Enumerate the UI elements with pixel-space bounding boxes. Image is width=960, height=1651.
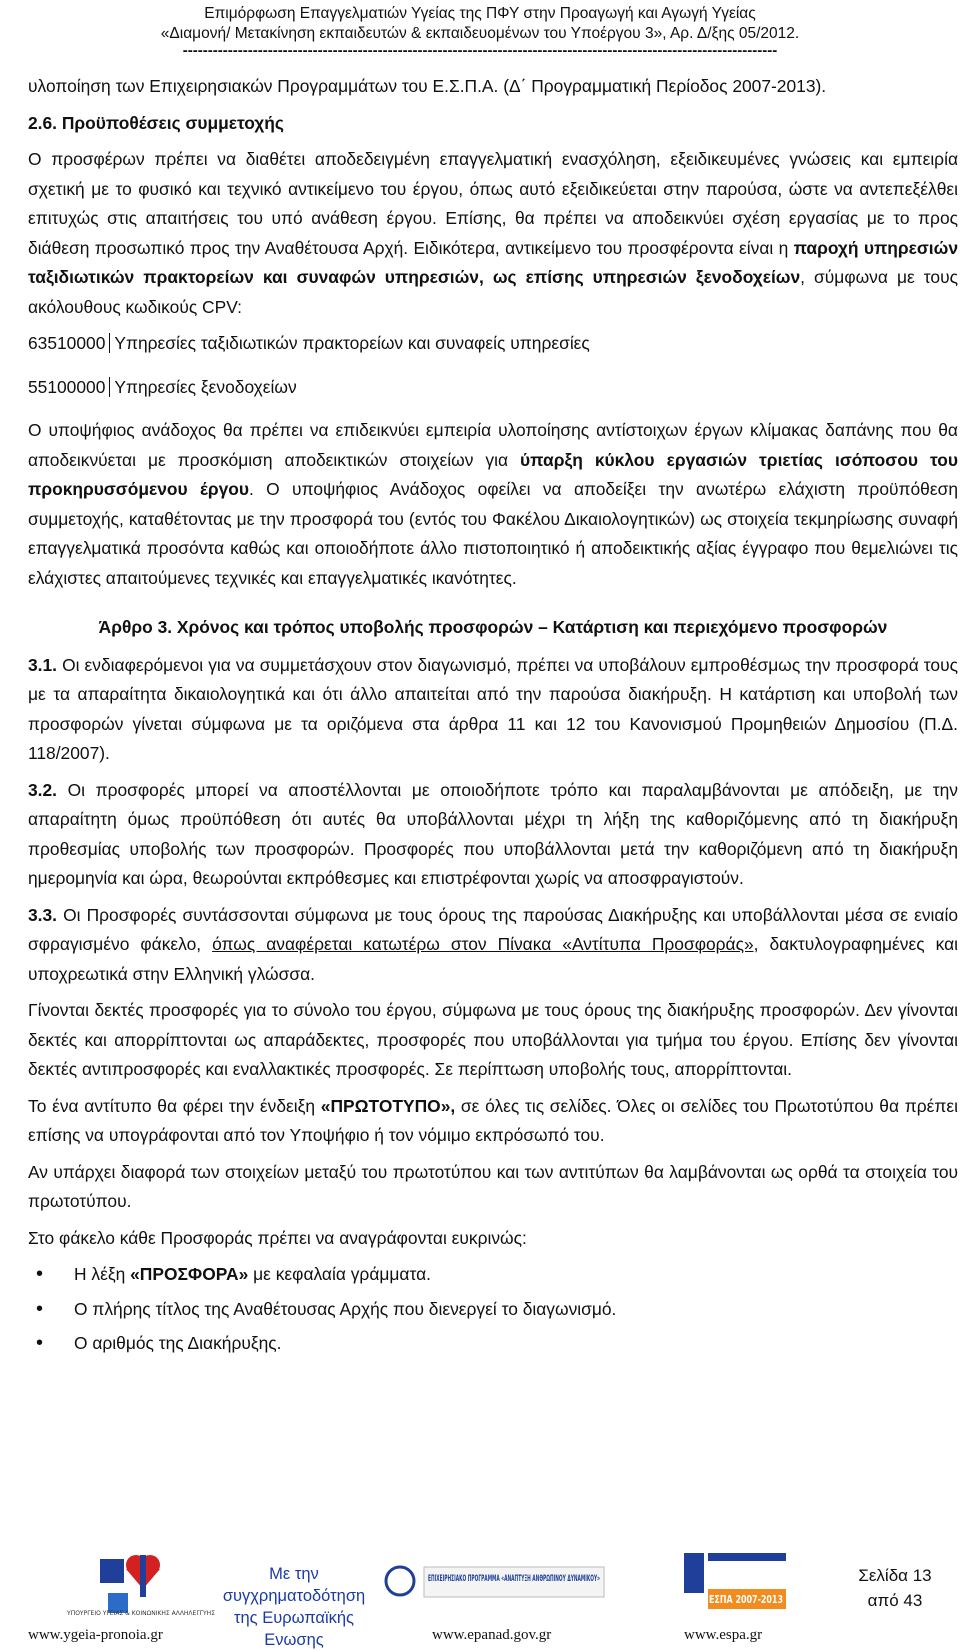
clause-number: 3.1. [28, 654, 58, 675]
bold-run: «ΠΡΩΤΟΤΥΠΟ», [320, 1095, 456, 1116]
epanad-logo [380, 1559, 610, 1623]
bold-run: «ΠΡΟΣΦΟΡΑ» [130, 1264, 249, 1284]
document-body [28, 72, 958, 1364]
paragraph [28, 651, 958, 769]
cpv-text: Υπηρεσίες ξενοδοχείων [114, 376, 297, 397]
text-run: Το ένα αντίτυπο θα φέρει την ένδειξη [28, 1095, 321, 1116]
cpv-code: 63510000 [28, 333, 106, 353]
cpv-code-line [28, 373, 958, 403]
text-run: σε όλες τις σελίδες. Όλες οι σελίδες του Πρωτοτύπου θα πρέπει επίσης να υπογράφονται από τον Υποψήφιο ή τον νόμιμο εκπρόσωπό του. [28, 1095, 958, 1145]
text-run: Η λέξη [74, 1264, 131, 1284]
paragraph [28, 901, 958, 990]
cofund-line: Με την [269, 1565, 319, 1583]
clause-number: 3.2. [28, 779, 58, 800]
logo-caption: ΥΠΟΥΡΓΕΙΟ ΥΓΕΙΑΣ & ΚΟΙΝΩΝΙΚΗΣ ΑΛΛΗΛΕΓΓΥΗΣ [67, 1610, 215, 1617]
paragraph [28, 416, 958, 593]
list-item [74, 1260, 958, 1290]
text-run: δακτυλογραφημένες και υποχρεωτικά στην Ελληνική γλώσσα. [28, 934, 958, 984]
text-run: με κεφαλαία γράμματα. [248, 1264, 431, 1284]
page-number-line: Σελίδα 13 [858, 1566, 932, 1585]
cofunding-note [210, 1563, 378, 1651]
paragraph [28, 1092, 958, 1151]
cpv-code-line [28, 329, 958, 359]
text-run: . Ο υποψήφιος Ανάδοχος οφείλει να αποδείξει την ανωτέρω ελάχιστη προϋπόθεση συμμετοχής, καταθέτοντας με την προσφορά του (εντός του Φακέλου Δικαιολογητικών) ως στοιχεία τεκμηρίωσης συναφή επαγγελματικά προσόντα καθώς και οποιοδήποτε άλλο πιστοποιητικό ή αποδεικτικής αξίας έγγραφο που θεμελιώνει τις ελάχιστες απαιτούμενες τεχνικές και επαγγελματικές ικανότητες. [28, 479, 958, 588]
header-subtitle: «Διαμονή/ Μετακίνηση εκπαιδευτών & εκπαιδευομένων του Υποέργου 3», Αρ. Δ/ξης 05/2012. [160, 25, 800, 42]
cpv-code: 55100000 [28, 376, 106, 397]
text-run: Οι Προσφορές συντάσσονται σύμφωνα με τους όρους της παρούσας Διακήρυξης και υποβάλλονται μέσα σε ενιαίο σφραγισμένο φάκελο, [28, 904, 958, 954]
text-run: Οι προσφορές μπορεί να αποστέλλονται με οποιοδήποτε τρόπο και παραλαμβάνονται με απόδειξη, με την απαραίτητη όμως προϋπόθεση ότι αυτές θα υποβάλλονται μέχρι τη λήξη της καθοριζόμενης από τη διακήρυξη προθεσμίας υποβολής των προσφορών. Προσφορές που υποβάλλονται μετά την καθοριζόμενη από τη διακήρυξη ημερομηνία και ώρα, θεωρούνται εκπρόθεσμες και επιστρέφονται χωρίς να αποσφραγιστούν. [28, 779, 958, 888]
underlined-run: όπως αναφέρεται κατωτέρω στον Πίνακα «Αντίτυπα Προσφοράς», [212, 934, 759, 954]
espa-bar [708, 1553, 786, 1561]
ministry-logo [67, 1553, 215, 1625]
footer-link-epanad[interactable]: www.epanad.gov.gr [432, 1627, 552, 1643]
text-run: Ο υποψήφιος ανάδοχος θα πρέπει να επιδεικνύει εμπειρία υλοποίησης αντίστοιχων έργων κλίμακας δαπάνης που θα αποδεικνύεται με προσκόμιση αποδεικτικών στοιχείων για [28, 420, 958, 470]
text-run: , σύμφωνα με τους ακόλουθους κωδικούς CPV: [28, 267, 958, 317]
article-heading: Άρθρο 3. Χρόνος και τρόπος υποβολής προσφορών – Κατάρτιση και περιεχόμενο προσφορών [98, 617, 888, 637]
list-item: • Ο αριθμός της Διακήρυξης. [74, 1329, 958, 1359]
eu-flag-block [684, 1553, 704, 1593]
divider [109, 333, 110, 353]
paragraph [28, 776, 958, 894]
espa-wordmark: ΕΣΠΑ 2007-2013 [709, 1593, 783, 1606]
running-header [0, 0, 960, 58]
header-rule: ----------------------------------------------------------------------------------------------------------------------- [182, 42, 778, 59]
clause-number: 3.3. [28, 904, 58, 925]
paragraph: Αν υπάρχει διαφορά των στοιχείων μεταξύ του πρωτοτύπου και των αντιτύπων θα λαμβάνονται ως ορθά τα στοιχεία του πρωτοτύπου. [28, 1161, 958, 1211]
cofund-line: της Ευρωπαϊκής [233, 1609, 355, 1627]
page-total-line: από 43 [867, 1591, 923, 1610]
cofund-line: συγχρηματοδότηση [222, 1587, 366, 1605]
bold-run: ύπαρξη κύκλου εργασιών τριετίας ισόποσου του προκηρυσσόμενου έργου [28, 449, 958, 499]
footer-link-ygeia[interactable]: www.ygeia-pronoia.gr [28, 1627, 163, 1643]
logo-caption: ΕΠΙΧΕΙΡΗΣΙΑΚΟ ΠΡΟΓΡΑΜΜΑ «ΑΝΑΠΤΥΞΗ ΑΝΘΡΩΠΙΝΟΥ ΔΥΝΑΜΙΚΟΥ» [428, 1574, 600, 1584]
header-title: Επιμόρφωση Επαγγελματιών Υγείας της ΠΦΥ στην Προαγωγή και Αγωγή Υγείας [204, 5, 756, 22]
page-footer [0, 1545, 960, 1649]
text-run: Ο προσφέρων πρέπει να διαθέτει αποδεδειγμένη επαγγελματική ενασχόληση, εξειδικευμένες γνώσεις και εμπειρία σχετική με το φυσικό και τεχνικό αντικείμενο του έργου, όπως αυτό εξειδικεύεται στην παρούσα, ώστε να αντεπεξέλθει επιτυχώς στις απαιτήσεις του υπό ανάθεση έργου. Επίσης, θα πρέπει να αποδεικνύει σχέση εργασίας με το προς διάθεση προσωπικό προς την Αναθέτουσα Αρχή. Ειδικότερα, αντικείμενο του προσφέροντα είναι η [28, 149, 958, 258]
paragraph: υλοποίηση των Επιχειρησιακών Προγραμμάτων του Ε.Σ.Π.Α. (Δ΄ Προγραμματική Περίοδος 2007-2013). [28, 76, 827, 96]
paragraph: Στο φάκελο κάθε Προσφοράς πρέπει να αναγράφονται ευκρινώς: [28, 1227, 527, 1248]
section-heading: 2.6. Προϋποθέσεις συμμετοχής [28, 112, 284, 133]
page-number [850, 1563, 940, 1613]
bullet-list [28, 1260, 958, 1359]
divider [109, 377, 110, 397]
list-item: • Ο πλήρης τίτλος της Αναθέτουσας Αρχής που διενεργεί το διαγωνισμό. [74, 1295, 958, 1325]
paragraph [28, 145, 958, 322]
footer-link-espa[interactable]: www.espa.gr [684, 1627, 763, 1643]
espa-logo [680, 1549, 790, 1623]
cpv-text: Υπηρεσίες ταξιδιωτικών πρακτορείων και συναφείς υπηρεσίες [114, 333, 590, 353]
cofund-line: Ενωσης [264, 1631, 324, 1649]
bold-run: παροχή υπηρεσιών ταξιδιωτικών πρακτορείων και συναφών υπηρεσιών, ως επίσης υπηρεσιών ξενοδοχείων [28, 237, 958, 287]
logo-square [100, 1559, 124, 1583]
logo-staff [140, 1555, 146, 1597]
eu-stars-ring [386, 1567, 414, 1595]
text-run: Οι ενδιαφερόμενοι για να συμμετάσχουν στον διαγωνισμό, πρέπει να υποβάλουν εμπροθέσμως την προσφορά τους με τα απαραίτητα δικαιολογητικά και ότι άλλο απαιτείται από την παρούσα διακήρυξη. Η κατάρτιση και υποβολή των προσφορών γίνεται σύμφωνα με τα οριζόμενα στα άρθρα 11 και 12 του Κανονισμού Προμηθειών Δημοσίου (Π.Δ. 118/2007). [28, 654, 958, 763]
paragraph: Γίνονται δεκτές προσφορές για το σύνολο του έργου, σύμφωνα με τους όρους της διακήρυξης προσφορών. Δεν γίνονται δεκτές και απορρίπτονται ως απαράδεκτες, προσφορές που υποβάλλονται για τμήμα του έργου. Επίσης δεν γίνονται δεκτές αντιπροσφορές και εναλλακτικές προσφορές. Σε περίπτωση υποβολής τους, απορρίπτονται. [28, 1000, 958, 1079]
